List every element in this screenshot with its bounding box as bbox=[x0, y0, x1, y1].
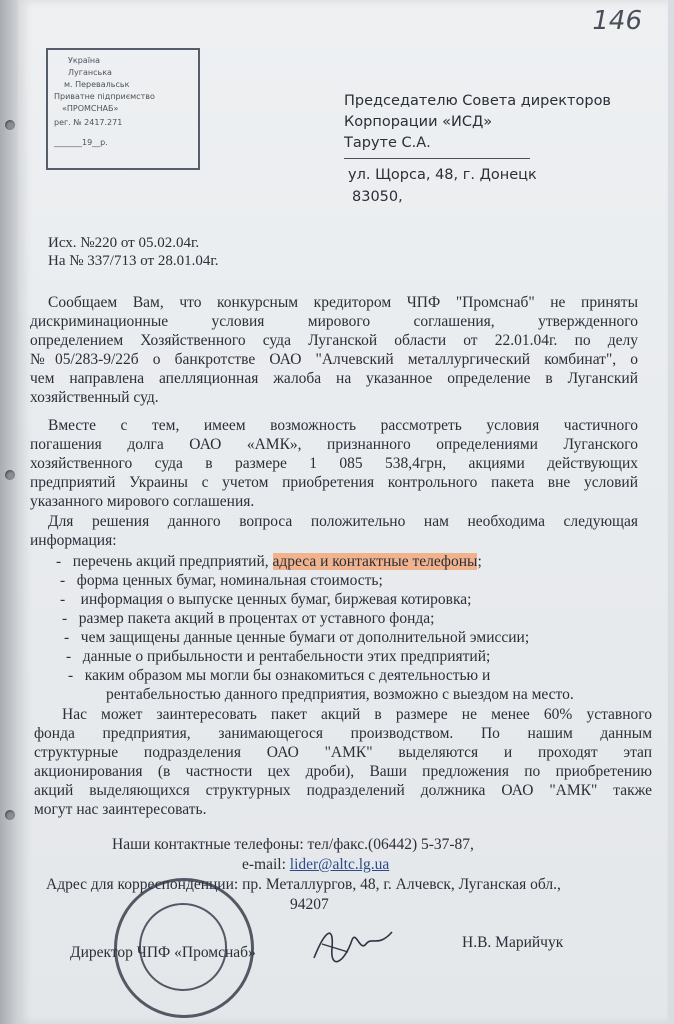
signatory-position: Директор ЧПФ «Промснаб» bbox=[70, 944, 256, 961]
addressee-line: Корпорации «ИСД» bbox=[344, 114, 493, 130]
body-line: предприятий Украины с учетом приобретения контрольного пакета вне условий bbox=[30, 474, 638, 491]
list-item-punct: ; bbox=[477, 553, 482, 570]
body-line: хозяйственный суд. bbox=[30, 389, 159, 406]
handwritten-signature bbox=[308, 918, 398, 974]
body-line: Для решения данного вопроса положительно нам необходима следующая bbox=[48, 513, 638, 530]
stamp-line: _______19__р. bbox=[54, 138, 108, 147]
list-item: - чем защищены данные ценные бумаги от дополнительной эмиссии; bbox=[64, 629, 530, 646]
incoming-ref: На № 337/713 от 28.01.04г. bbox=[48, 253, 219, 269]
email-link[interactable]: lider@altc.lg.ua bbox=[289, 856, 390, 873]
stamp-line: м. Перевальськ bbox=[64, 80, 130, 89]
list-item-text: чем защищены данные ценные бумаги от дополнительной эмиссии; bbox=[80, 629, 530, 646]
list-item-text: перечень акций предприятий, bbox=[72, 553, 273, 570]
contact-zip: 94207 bbox=[290, 896, 329, 913]
body-line: погашения долга ОАО «АМК», признанного определениями Луганского bbox=[30, 436, 638, 453]
body-line: указанного мирового соглашения. bbox=[30, 493, 255, 510]
list-item-text: данные о прибыльности и рентабельности этих предприятий; bbox=[82, 648, 491, 665]
highlighted-text: адреса и контактные телефоны bbox=[272, 553, 478, 570]
binder-hole bbox=[5, 810, 15, 820]
page-number: 146 bbox=[592, 6, 642, 36]
list-item-continuation: рентабельностью данного предприятия, возможно с выездом на место. bbox=[106, 686, 574, 703]
body-line: чем направлена апелляционная жалоба на указанное определение в Луганский bbox=[30, 370, 638, 387]
addressee-line: Председателю Совета директоров bbox=[344, 93, 611, 109]
body-line: Сообщаем Вам, что конкурсным кредитором ЧПФ "Промснаб" не приняты bbox=[48, 294, 638, 311]
list-item-text: размер пакета акций в процентах от уставного фонда; bbox=[78, 610, 435, 627]
addressee-street: ул. Щорса, 48, г. Донецк bbox=[348, 167, 537, 183]
body-line: №05/283-9/22б о банкротстве ОАО "Алчевский металлургический комбинат", о bbox=[30, 351, 638, 368]
list-item: - перечень акций предприятий, адреса и контактные телефоны; bbox=[56, 553, 482, 570]
email-label: e-mail: bbox=[242, 856, 290, 873]
body-line: Нас может заинтересовать пакет акций в размере не менее 60% уставного bbox=[62, 706, 652, 723]
signatory-name: Н.В. Марийчук bbox=[462, 934, 564, 951]
outgoing-ref: Исх. №220 от 05.02.04г. bbox=[48, 235, 200, 251]
stamp-line: «ПРОМСНАБ» bbox=[62, 104, 119, 113]
stamp-line: рег. № 2417.271 bbox=[54, 118, 123, 127]
stamp-line: Приватне підприємство bbox=[54, 92, 155, 101]
body-line: информация: bbox=[30, 532, 117, 549]
body-line: Вместе с тем, имеем возможность рассмотреть условия частичного bbox=[48, 417, 638, 434]
stamp-line: Луганська bbox=[68, 68, 112, 77]
binder-edge bbox=[0, 0, 18, 1024]
addressee-name: Таруте С.А. bbox=[344, 135, 431, 151]
list-item-text: информация о выпуске ценных бумаг, биржевая котировка; bbox=[80, 591, 472, 608]
body-line: акций выделяющихся структурных подразделений должника ОАО "АМК" также bbox=[34, 782, 652, 799]
body-line: определением Хозяйственного суда Луганской области от 22.01.04г. по делу bbox=[30, 332, 638, 349]
body-line: акционирования (в частности цех дроби), Ваши предложения по приобретению bbox=[34, 763, 652, 780]
body-line: дискриминационные условия мирового соглашения, утвержденного bbox=[30, 313, 638, 330]
list-item: - каким образом мы могли бы ознакомиться с деятельностью и bbox=[68, 667, 491, 684]
list-item: - данные о прибыльности и рентабельности этих предприятий; bbox=[66, 648, 491, 665]
body-line: хозяйственного суда в размере 1 085 538,4грн, акциями действующих bbox=[30, 455, 638, 472]
list-item-text: каким образом мы могли бы ознакомиться с деятельностью и bbox=[84, 667, 491, 684]
body-line: фонда предприятия, занимающегося производством. По нашим данным bbox=[34, 725, 652, 742]
list-item-text: форма ценных бумаг, номинальная стоимость; bbox=[76, 572, 383, 589]
list-item: - размер пакета акций в процентах от уставного фонда; bbox=[62, 610, 435, 627]
stamp-line: Україна bbox=[68, 56, 101, 65]
contact-phones: Наши контактные телефоны: тел/факс.(06442) 5-37-87, bbox=[112, 836, 474, 853]
list-item: - информация о выпуске ценных бумаг, биржевая котировка; bbox=[60, 591, 472, 608]
registration-stamp bbox=[46, 48, 200, 170]
letter-page bbox=[18, 0, 668, 1024]
body-line: структурные подразделения ОАО "АМК" выделяются и проходят этап bbox=[34, 744, 652, 761]
contact-email-line bbox=[242, 856, 389, 874]
address-rule bbox=[344, 158, 530, 159]
contact-address: Адрес для корреспонденции: пр. Металлургов, 48, г. Алчевск, Луганская обл., bbox=[46, 876, 561, 893]
binder-hole bbox=[5, 120, 15, 130]
list-item: - форма ценных бумаг, номинальная стоимость; bbox=[60, 572, 383, 589]
addressee-zip: 83050, bbox=[352, 189, 403, 205]
binder-hole bbox=[5, 470, 15, 480]
body-line: могут нас заинтересовать. bbox=[34, 801, 207, 818]
